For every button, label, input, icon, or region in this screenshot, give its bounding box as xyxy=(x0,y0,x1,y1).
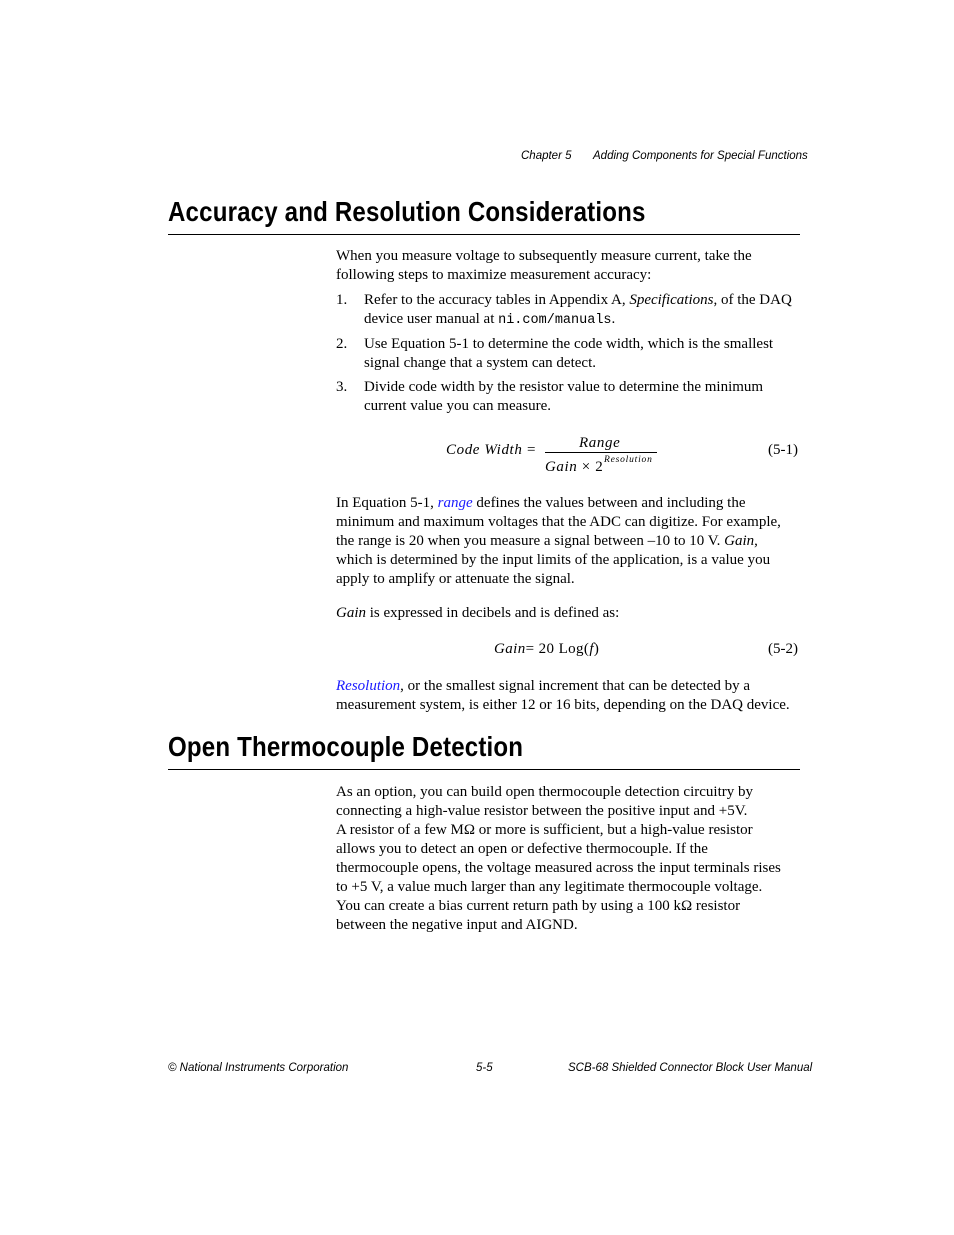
gain-term: Gain xyxy=(494,641,526,657)
text-line: signal change that a system can detect. xyxy=(364,355,596,371)
heading-rule xyxy=(168,769,800,770)
text-line: following steps to maximize measurement accuracy: xyxy=(336,267,652,283)
text-line: which is determined by the input limits of the application, is a value you xyxy=(336,552,771,568)
text-span: is expressed in decibels and is defined as: xyxy=(366,605,620,621)
section-heading-thermocouple: Open Thermocouple Detection xyxy=(168,731,524,762)
text-line xyxy=(336,604,802,623)
equation-rhs: = 20 Log( xyxy=(525,641,590,657)
text-line: apply to amplify or attenuate the signal. xyxy=(336,571,575,587)
base-two: 2 xyxy=(595,459,604,475)
text-line xyxy=(336,532,802,551)
text-line xyxy=(336,494,802,513)
text-line: As an option, you can build open thermocouple detection circuitry by xyxy=(336,784,753,800)
resolution-link[interactable]: Resolution xyxy=(336,678,401,694)
text-span: device user manual at xyxy=(364,311,499,327)
text-span: . xyxy=(611,311,616,327)
text-line: minimum and maximum voltages that the ADC can digitize. For example, xyxy=(336,514,781,530)
times-symbol: × xyxy=(581,459,591,475)
gain-italic: Gain xyxy=(724,533,755,549)
equation-denominator xyxy=(545,459,603,476)
footer-manual-title: SCB-68 Shielded Connector Block User Manual xyxy=(568,1062,813,1074)
footer-copyright: © National Instruments Corporation xyxy=(168,1062,349,1074)
equation-lhs: Code Width xyxy=(446,442,523,458)
list-number: 3. xyxy=(336,379,348,395)
equation-2 xyxy=(494,641,599,658)
list-item xyxy=(336,291,802,329)
f-variable: f xyxy=(589,641,594,657)
text-line: to +5 V, a value much larger than any legitimate thermocouple voltage. xyxy=(336,879,763,895)
list-item xyxy=(336,335,802,373)
text-line: A resistor of a few MΩ or more is sufficient, but a high-value resistor xyxy=(336,822,753,838)
section-heading-accuracy: Accuracy and Resolution Considerations xyxy=(168,196,646,227)
text-line: current value you can measure. xyxy=(364,398,551,414)
specifications-italic: Specifications xyxy=(629,292,714,308)
text-span: Refer to the accuracy tables in Appendix A, xyxy=(364,292,630,308)
list-item xyxy=(336,378,802,416)
list-number: 1. xyxy=(336,292,348,308)
text-span: In Equation 5-1, xyxy=(336,495,438,511)
url-code: ni.com/manuals xyxy=(498,313,612,328)
text-span: defines the values between and including the xyxy=(472,495,746,511)
range-paragraph xyxy=(336,494,802,589)
equation-equals: = xyxy=(527,442,537,458)
text-line xyxy=(336,677,802,696)
resolution-paragraph xyxy=(336,677,802,715)
intro-paragraph xyxy=(336,247,802,285)
footer-page-number: 5-5 xyxy=(476,1062,493,1074)
text-line: Use Equation 5-1 to determine the code width, which is the smallest xyxy=(364,336,774,352)
text-span: the range is 20 when you measure a signal between –10 to 10 V. xyxy=(336,533,725,549)
gain-italic: Gain xyxy=(336,605,366,621)
text-line: You can create a bias current return path by using a 100 kΩ resistor xyxy=(336,898,741,914)
fraction-bar xyxy=(545,452,657,453)
gain-paragraph xyxy=(336,604,802,623)
text-line: allows you to detect an open or defective thermocouple. If the xyxy=(336,841,708,857)
thermocouple-paragraph xyxy=(336,783,802,935)
text-line: When you measure voltage to subsequently measure current, take the xyxy=(336,248,752,264)
text-line: between the negative input and AIGND. xyxy=(336,917,578,933)
gain-term: Gain xyxy=(545,459,578,475)
text-span: , xyxy=(754,533,758,549)
equation-number: (5-2) xyxy=(768,641,798,657)
range-link[interactable]: range xyxy=(437,495,473,511)
equation-exponent: Resolution xyxy=(604,455,653,465)
equation-rhs: ) xyxy=(593,641,600,657)
equation-numerator: Range xyxy=(579,435,621,451)
text-line: thermocouple opens, the voltage measured across the input terminals rises xyxy=(336,860,781,876)
text-line: connecting a high-value resistor between the positive input and +5V. xyxy=(336,803,748,819)
equation-number: (5-1) xyxy=(768,442,798,458)
text-span: , or the smallest signal increment that can be detected by a xyxy=(400,678,751,694)
text-line: measurement system, is either 12 or 16 bits, depending on the DAQ device. xyxy=(336,697,790,713)
text-line xyxy=(364,310,804,330)
text-line xyxy=(364,291,804,310)
text-span: , of the DAQ xyxy=(713,292,792,308)
text-line: Divide code width by the resistor value to determine the minimum xyxy=(364,379,764,395)
running-header-title: Adding Components for Special Functions xyxy=(593,150,808,162)
running-header-chapter: Chapter 5 xyxy=(521,150,572,162)
list-number: 2. xyxy=(336,336,348,352)
heading-rule xyxy=(168,234,800,235)
